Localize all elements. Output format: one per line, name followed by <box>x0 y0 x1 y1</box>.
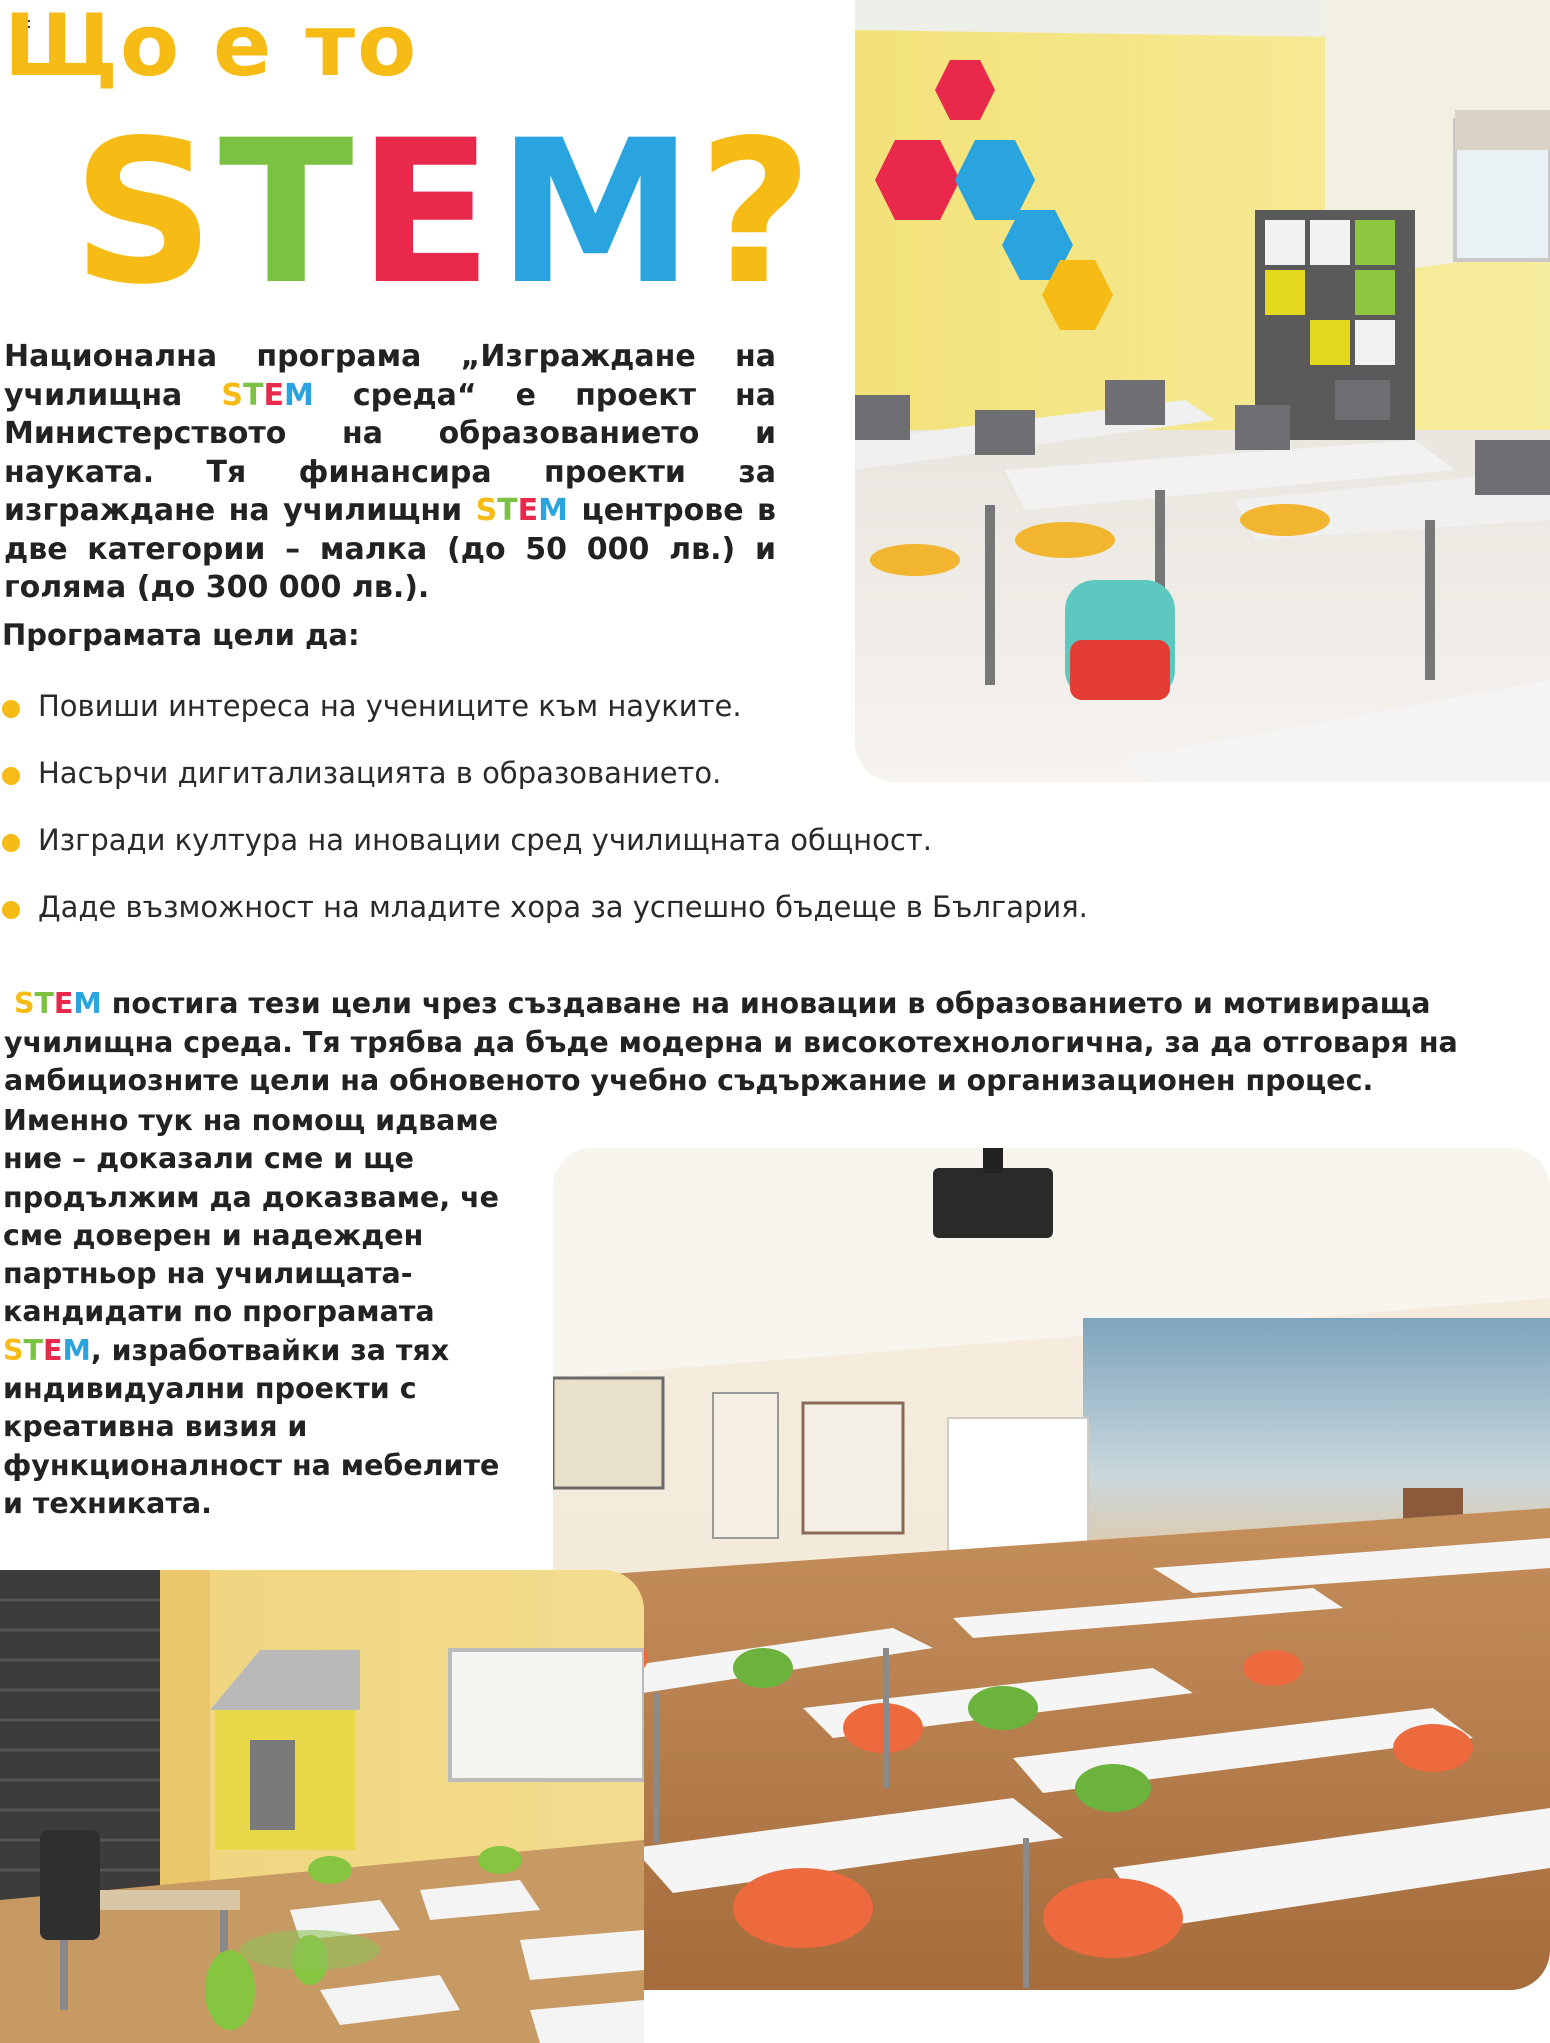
stem-goals-paragraph <box>4 985 1550 1101</box>
title-letter-t: T <box>218 97 358 328</box>
classroom-photo-small <box>0 1570 644 2043</box>
stem-word <box>476 493 568 528</box>
stem-t: T <box>23 1333 43 1367</box>
stem-t: T <box>497 493 518 528</box>
stem-t: T <box>34 987 54 1020</box>
goal-item: Даде възможност на младите хора за успешно бъдеще в България. <box>2 887 1088 954</box>
stem-m: M <box>73 987 102 1020</box>
stem-e: E <box>42 1333 63 1367</box>
stem-e: E <box>517 493 539 528</box>
stem-word <box>3 1334 91 1367</box>
stem-e: E <box>53 987 74 1020</box>
stem-s: S <box>3 1333 24 1367</box>
para2-text: постига тези цели чрез създаване на иновации в образованието и мотивираща училищна среда. Тя трябва да бъде модерна и високотехнологична, за да отговаря на амбициозните цели на обновеното учебно съдържание и организационен процес. <box>4 987 1458 1097</box>
classroom-photo-large <box>553 1148 1550 1990</box>
classroom-photo-stem-wall <box>855 0 1550 782</box>
stem-e: E <box>263 377 284 413</box>
goal-item: Насърчи дигитализацията в образованието. <box>2 753 1088 820</box>
title-letter-s: S <box>72 97 219 328</box>
para3-text-1: Именно тук на помощ идваме ние – доказали сме и ще продължим да доказваме, че сме доверен и надежден партньор на училищата-кандидати по програмата <box>3 1104 499 1329</box>
para3-text-2: , изработвайки за тях индивидуални проекти с креативна визия и функционалност на мебелите и техниката. <box>3 1333 500 1520</box>
title-line-1: Що е то <box>4 0 419 96</box>
partner-paragraph <box>3 1102 523 1523</box>
stem-word <box>14 987 102 1020</box>
stem-s: S <box>13 987 35 1020</box>
stem-s: S <box>475 493 498 528</box>
title-letter-m: M <box>496 97 698 328</box>
goal-item: Повиши интереса на учениците към науките. <box>2 686 1088 753</box>
goal-item: Изгради култура на иновации сред училищната общност. <box>2 820 1088 887</box>
title-question-mark: ? <box>697 97 817 328</box>
intro-text-2: среда“ е проект на Министерството на образованието и науката. Тя финансира проекти за изграждане на училищни <box>4 377 776 528</box>
title-stem <box>72 97 817 328</box>
stem-word <box>221 378 313 413</box>
title-letter-e: E <box>357 97 497 328</box>
stem-t: T <box>242 377 264 413</box>
goals-heading: Програмата цели да: <box>2 618 360 652</box>
intro-paragraph <box>4 338 776 608</box>
intro-text-1: Национална програма „Изграждане на училищна <box>4 339 776 413</box>
stem-m: M <box>62 1333 91 1367</box>
stem-m: M <box>538 493 569 528</box>
intro-text-3: центрове в две категории – малка (до 50 000 лв.) и голяма (до 300 000 лв.). <box>4 493 776 605</box>
stem-s: S <box>221 377 243 413</box>
stem-m: M <box>283 377 314 413</box>
